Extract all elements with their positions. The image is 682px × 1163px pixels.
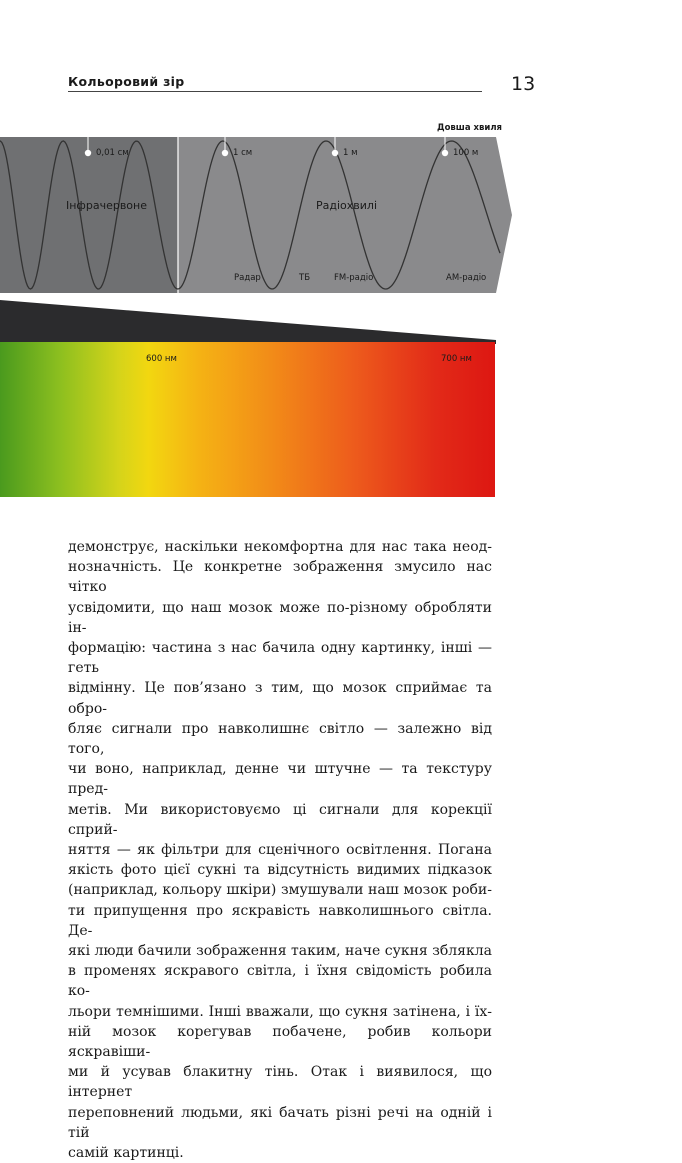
body-line: метів. Ми використовуємо ці сигнали для корекції сприй- <box>68 801 492 838</box>
electromagnetic-band <box>0 137 512 293</box>
spectrum-zoom-wedge <box>0 300 500 344</box>
body-line: формацію: частина з нас бачила одну картинку, інші — геть <box>68 640 492 677</box>
use-label-fm-radio: FM-радіо <box>334 273 374 283</box>
band-background-left <box>0 137 178 293</box>
wavelength-tick-label: 0,01 см <box>96 148 129 158</box>
body-line: самій картинці. <box>68 1145 184 1162</box>
body-line: усвідомити, що наш мозок може по-різному обробляти ін- <box>68 599 492 636</box>
body-line: нозначність. Це конкретне зображення змусило нас чітко <box>68 559 492 596</box>
header-rule <box>68 91 482 92</box>
visible-tick-700nm: 700 нм <box>441 354 472 364</box>
body-line: бляє сигнали про навколишнє світло — залежно від того, <box>68 720 492 758</box>
use-label-tv: ТБ <box>299 273 311 283</box>
band-background-right <box>178 137 512 293</box>
body-line: демонструє, наскільки некомфортна для нас така неод- <box>68 539 492 555</box>
use-label-radar: Радар <box>234 273 261 283</box>
wavelength-tick-label: 1 см <box>233 148 253 158</box>
running-header-title: Кольоровий зір <box>68 74 185 89</box>
visible-spectrum-gradient <box>0 342 495 497</box>
body-line: няття — як фільтри для сценічного освітлення. Погана <box>68 842 492 859</box>
body-line: які люди бачили зображення таким, наче сукня зблякла <box>68 943 492 960</box>
body-line: ти припущення про яскравість навколишнього світла. Де- <box>68 902 492 939</box>
body-line: в променях яскравого світла, і їхня свідомість робила ко- <box>68 963 492 1000</box>
body-line: ній мозок корегував побачене, робив кольори яскравіши- <box>68 1023 492 1061</box>
body-line: льори темнішими. Інші вважали, що сукня затінена, і їх- <box>68 1003 492 1020</box>
tick-dot-4 <box>442 150 448 156</box>
region-label-infrared: Інфрачервоне <box>66 199 147 212</box>
visible-tick-600nm: 600 нм <box>146 354 177 364</box>
tick-dot-3 <box>332 150 338 156</box>
tick-dot-1 <box>85 150 91 156</box>
body-line: відмінну. Це пов’язано з тим, що мозок сприймає та обро- <box>68 680 492 717</box>
use-label-am-radio: AM-радіо <box>446 273 487 283</box>
wavelength-tick-label: 1 м <box>343 148 358 158</box>
body-line: якість фото цієї сукні та відсутність видимих підказок <box>68 862 492 879</box>
page-number: 13 <box>511 73 536 95</box>
body-line: ми й усував блакитну тінь. Отак і виявилося, що інтернет <box>68 1064 492 1101</box>
wavelength-tick-label: 100 м <box>453 148 479 158</box>
region-label-radio: Радіохвилі <box>316 199 377 212</box>
tick-dot-2 <box>222 150 228 156</box>
body-paragraph <box>68 537 492 1163</box>
longwave-label: Довша хвиля <box>437 123 503 133</box>
body-line: (наприклад, кольору шкіри) змушували наш мозок роби- <box>68 882 492 899</box>
body-line: чи воно, наприклад, денне чи штучне — та текстуру пред- <box>68 761 492 798</box>
body-line: переповнений людьми, які бачать різні речі на одній і тій <box>68 1104 492 1141</box>
